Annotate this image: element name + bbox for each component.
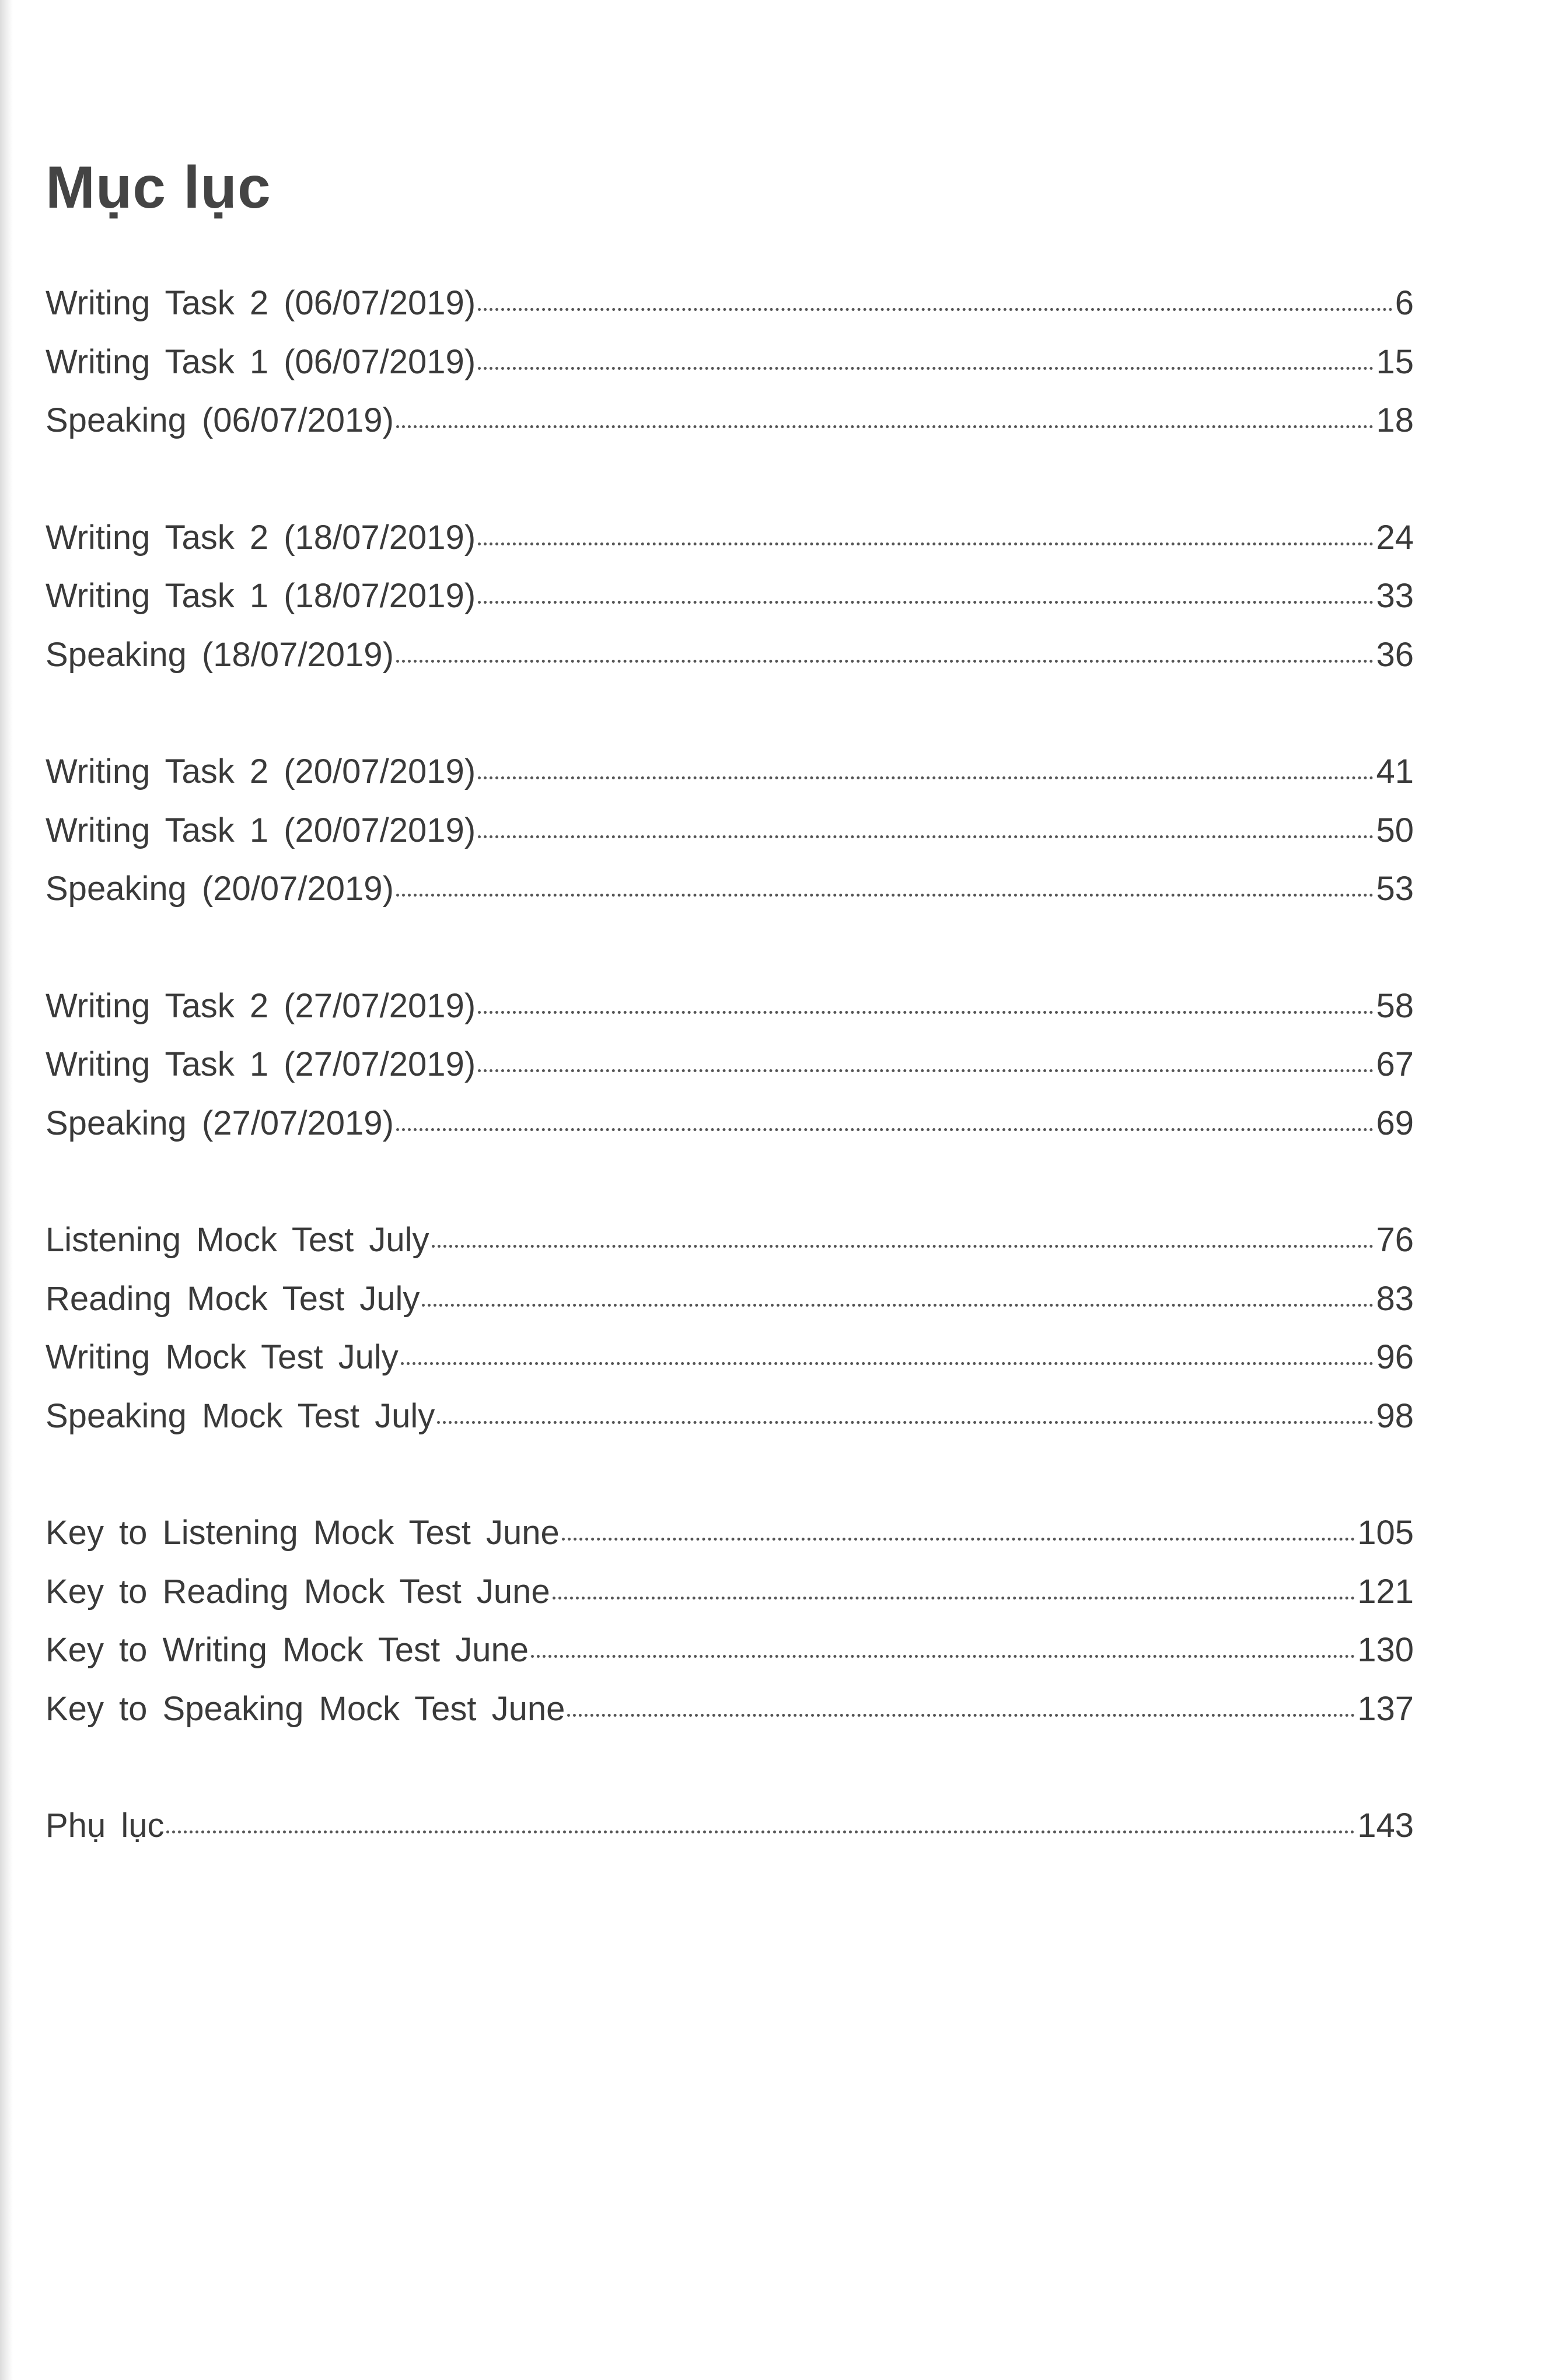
toc-entry[interactable]	[46, 567, 1414, 626]
toc-entry[interactable]	[46, 391, 1414, 450]
toc-entry-label: Writing Task 1 (20/07/2019)	[46, 811, 476, 849]
dot-leader	[562, 1538, 1355, 1541]
dot-leader	[478, 776, 1374, 779]
dot-leader	[531, 1655, 1355, 1658]
dot-leader	[396, 660, 1374, 663]
toc-group	[46, 1211, 1414, 1446]
toc-entry[interactable]	[46, 274, 1414, 333]
toc-entry-page-number: 36	[1376, 635, 1414, 674]
toc-entry-page-number: 105	[1357, 1514, 1414, 1552]
toc-entry-label: Writing Task 2 (27/07/2019)	[46, 986, 476, 1025]
toc-entry[interactable]	[46, 1797, 1414, 1856]
toc-entry-label: Speaking (18/07/2019)	[46, 635, 394, 674]
toc-entry-label: Key to Speaking Mock Test June	[46, 1689, 565, 1728]
toc-entry-label: Writing Task 2 (20/07/2019)	[46, 752, 476, 790]
toc-entry-page-number: 83	[1376, 1279, 1414, 1318]
toc-entry-label: Writing Task 2 (18/07/2019)	[46, 518, 476, 556]
toc-entry-page-number: 96	[1376, 1338, 1414, 1376]
dot-leader	[437, 1421, 1374, 1424]
toc-entry-label: Key to Writing Mock Test June	[46, 1631, 529, 1669]
dot-leader	[478, 1069, 1374, 1072]
toc-entry[interactable]	[46, 333, 1414, 392]
table-of-contents	[46, 274, 1414, 1914]
dot-leader	[478, 542, 1374, 545]
dot-leader	[422, 1304, 1374, 1307]
scan-edge-shadow	[0, 0, 13, 2380]
toc-entry-label: Writing Task 2 (06/07/2019)	[46, 284, 476, 322]
toc-entry-page-number: 15	[1376, 342, 1414, 381]
toc-entry[interactable]	[46, 1035, 1414, 1094]
toc-entry[interactable]	[46, 743, 1414, 802]
toc-entry[interactable]	[46, 860, 1414, 919]
toc-entry-label: Key to Listening Mock Test June	[46, 1514, 560, 1552]
toc-entry[interactable]	[46, 1328, 1414, 1387]
toc-entry[interactable]	[46, 1504, 1414, 1563]
dot-leader	[166, 1831, 1355, 1833]
toc-group	[46, 1797, 1414, 1856]
dot-leader	[478, 835, 1374, 838]
toc-entry-label: Phụ lục	[46, 1807, 165, 1845]
toc-entry-page-number: 53	[1376, 870, 1414, 908]
toc-entry[interactable]	[46, 1211, 1414, 1270]
toc-entry-page-number: 58	[1376, 986, 1414, 1025]
toc-entry-page-number: 137	[1357, 1689, 1414, 1728]
toc-group	[46, 977, 1414, 1153]
dot-leader	[553, 1597, 1355, 1600]
toc-entry[interactable]	[46, 1387, 1414, 1446]
toc-entry[interactable]	[46, 509, 1414, 568]
toc-entry-label: Writing Task 1 (27/07/2019)	[46, 1045, 476, 1083]
toc-entry-label: Key to Reading Mock Test June	[46, 1572, 550, 1611]
dot-leader	[567, 1714, 1355, 1717]
toc-entry[interactable]	[46, 802, 1414, 860]
toc-group	[46, 1504, 1414, 1738]
toc-entry-label: Speaking (27/07/2019)	[46, 1104, 394, 1142]
toc-group	[46, 274, 1414, 450]
toc-entry[interactable]	[46, 1563, 1414, 1622]
toc-entry-label: Speaking Mock Test July	[46, 1396, 435, 1435]
toc-entry-page-number: 67	[1376, 1045, 1414, 1083]
toc-entry-page-number: 41	[1376, 752, 1414, 790]
toc-entry[interactable]	[46, 1270, 1414, 1329]
dot-leader	[478, 367, 1374, 370]
toc-entry-page-number: 50	[1376, 811, 1414, 849]
toc-group	[46, 743, 1414, 919]
toc-entry-page-number: 143	[1357, 1807, 1414, 1845]
toc-entry-page-number: 18	[1376, 401, 1414, 439]
toc-entry-label: Speaking (06/07/2019)	[46, 401, 394, 439]
toc-entry[interactable]	[46, 977, 1414, 1036]
toc-entry-page-number: 24	[1376, 518, 1414, 556]
dot-leader	[478, 308, 1393, 311]
toc-entry-page-number: 69	[1376, 1104, 1414, 1142]
toc-entry-label: Listening Mock Test July	[46, 1221, 429, 1259]
toc-entry-label: Writing Task 1 (18/07/2019)	[46, 577, 476, 615]
toc-entry[interactable]	[46, 1621, 1414, 1680]
toc-entry-label: Reading Mock Test July	[46, 1279, 420, 1318]
toc-group	[46, 509, 1414, 685]
toc-entry-page-number: 130	[1357, 1631, 1414, 1669]
dot-leader	[396, 894, 1374, 897]
page-title: Mục lục	[46, 154, 271, 220]
dot-leader	[396, 425, 1374, 428]
toc-entry-label: Speaking (20/07/2019)	[46, 870, 394, 908]
toc-entry-label: Writing Task 1 (06/07/2019)	[46, 342, 476, 381]
dot-leader	[396, 1128, 1374, 1131]
dot-leader	[401, 1362, 1374, 1365]
toc-entry-page-number: 6	[1395, 284, 1414, 322]
toc-entry[interactable]	[46, 1094, 1414, 1153]
toc-entry-page-number: 76	[1376, 1221, 1414, 1259]
dot-leader	[478, 601, 1374, 604]
toc-entry-page-number: 121	[1357, 1572, 1414, 1611]
toc-entry-page-number: 33	[1376, 577, 1414, 615]
toc-entry[interactable]	[46, 1680, 1414, 1739]
dot-leader	[432, 1245, 1374, 1248]
toc-entry-label: Writing Mock Test July	[46, 1338, 399, 1376]
toc-entry-page-number: 98	[1376, 1396, 1414, 1435]
dot-leader	[478, 1011, 1374, 1014]
toc-entry[interactable]	[46, 626, 1414, 685]
